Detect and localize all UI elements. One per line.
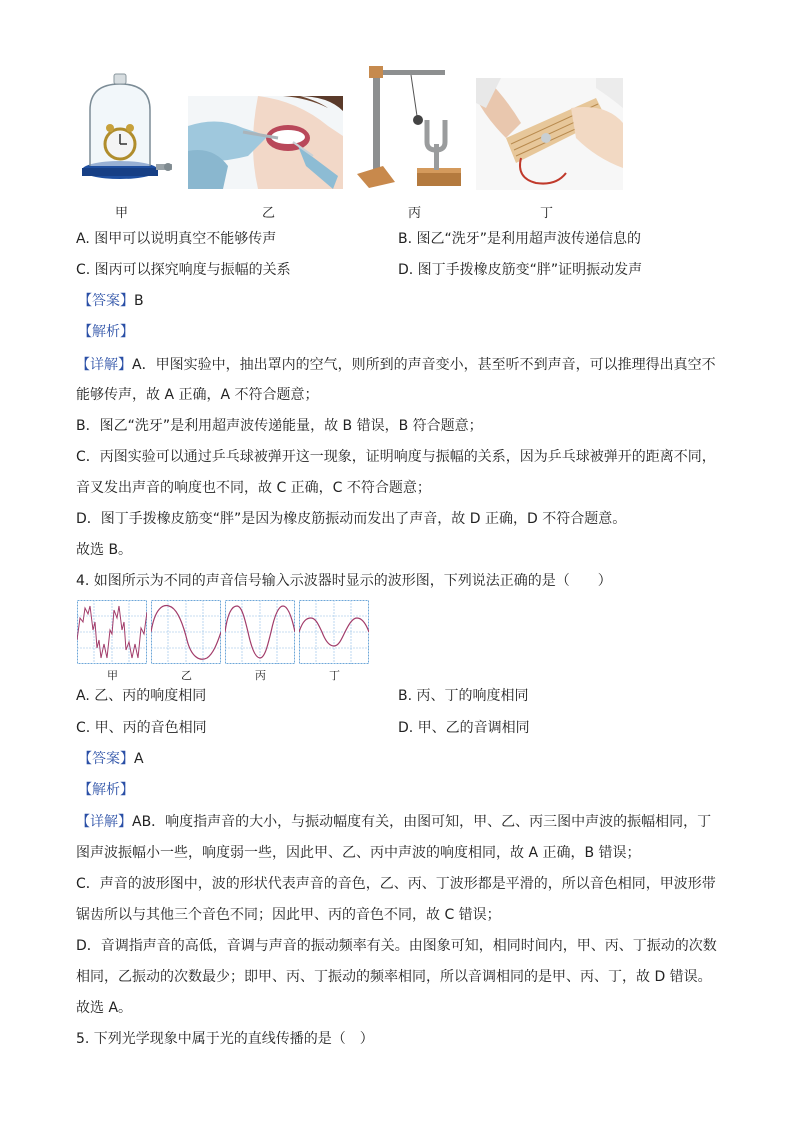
figure-bell-jar [74,70,174,190]
figure-caption: 乙 [262,206,276,221]
q4-option-a: A. 乙、丙的响度相同 [76,688,207,704]
q3-detail-line: 故选 B。 [76,542,133,558]
waveform-yi [151,600,221,664]
figure-caption: 丁 [540,206,554,221]
q3-option-c: C. 图丙可以探究响度与振幅的关系 [76,262,291,278]
answer-label: 【答案】 [78,751,134,767]
q5-question: 5. 下列光学现象中属于光的直线传播的是（ ） [76,1031,374,1047]
figure-rubber-band-photo [476,78,623,190]
q4-detail-line: C．声音的波形图中，波的形状代表声音的音色，乙、丙、丁波形都是平滑的，所以音色相同，甲波形带 [76,876,716,892]
waveform-caption: 丁 [329,669,340,682]
q4-option-c: C. 甲、丙的音色相同 [76,720,207,736]
answer-value: B [134,293,144,309]
q3-detail-line: 【详解】A．甲图实验中，抽出罩内的空气，则所到的声音变小，甚至听不到声音，可以推理得出真空不 [76,357,716,373]
waveform-jia [77,600,147,664]
q4-question: 4. 如图所示为不同的声音信号输入示波器时显示的波形图，下列说法正确的是（ ） [76,573,612,589]
q3-answer [78,291,144,311]
q3-analysis-label: 【解析】 [78,324,134,340]
waveform-bing [225,600,295,664]
waveform-ding [299,600,369,664]
waveform-caption: 甲 [107,669,118,682]
figure-caption: 丙 [408,206,422,221]
answer-value: A [134,751,144,767]
q4-detail-line: 图声波振幅小一些，响度弱一些，因此甲、乙、丙中声波的响度相同，故 A 正确，B 错误； [76,845,641,861]
waveform-caption: 丙 [255,669,266,682]
q4-detail-line: 锯齿所以与其他三个音色不同；因此甲、丙的音色不同，故 C 错误； [76,907,501,923]
answer-label: 【答案】 [78,293,134,309]
q3-detail-line: D．图丁手拨橡皮筋变“胖”是因为橡皮筋振动而发出了声音，故 D 正确，D 不符合题意。 [76,511,627,527]
q4-analysis-label: 【解析】 [78,782,134,798]
detail-label: 【详解】 [76,357,132,373]
q3-option-b: B. 图乙“洗牙”是利用超声波传递信息的 [398,231,642,247]
q3-detail-line: B．图乙“洗牙”是利用超声波传递能量，故 B 错误，B 符合题意； [76,418,483,434]
detail-label: 【详解】 [76,814,132,830]
q3-option-a: A. 图甲可以说明真空不能够传声 [76,231,277,247]
q4-detail-line: 故选 A。 [76,1000,133,1016]
q4-detail-line: D．音调指声音的高低，音调与声音的振动频率有关。由图象可知，相同时间内，甲、丙、丁振动的次数 [76,938,717,954]
q4-detail-line: 【详解】AB．响度指声音的大小，与振动幅度有关，由图可知，甲、乙、丙三图中声波的振幅相同，丁 [76,814,712,830]
q3-detail-line: C．丙图实验可以通过乒乓球被弹开这一现象，证明响度与振幅的关系，因为乒乓球被弹开的距离不同， [76,449,716,465]
q3-detail-line: 能够传声，故 A 正确，A 不符合题意； [76,387,319,403]
q4-answer [78,749,144,769]
q4-option-d: D. 甲、乙的音调相同 [398,720,530,736]
waveform-caption: 乙 [181,669,192,682]
q4-option-b: B. 丙、丁的响度相同 [398,688,529,704]
figure-dental-photo [188,96,343,189]
q4-detail-line: 相同，乙振动的次数最少；即甲、丙、丁振动的频率相同，所以音调相同的是甲、丙、丁，故 D 错误。 [76,969,712,985]
figure-caption: 甲 [115,206,129,221]
figure-tuning-fork [355,62,465,190]
q3-detail-line: 音叉发出声音的响度也不同，故 C 正确，C 不符合题意； [76,480,431,496]
q3-option-d: D. 图丁手拨橡皮筋变“胖”证明振动发声 [398,262,643,278]
